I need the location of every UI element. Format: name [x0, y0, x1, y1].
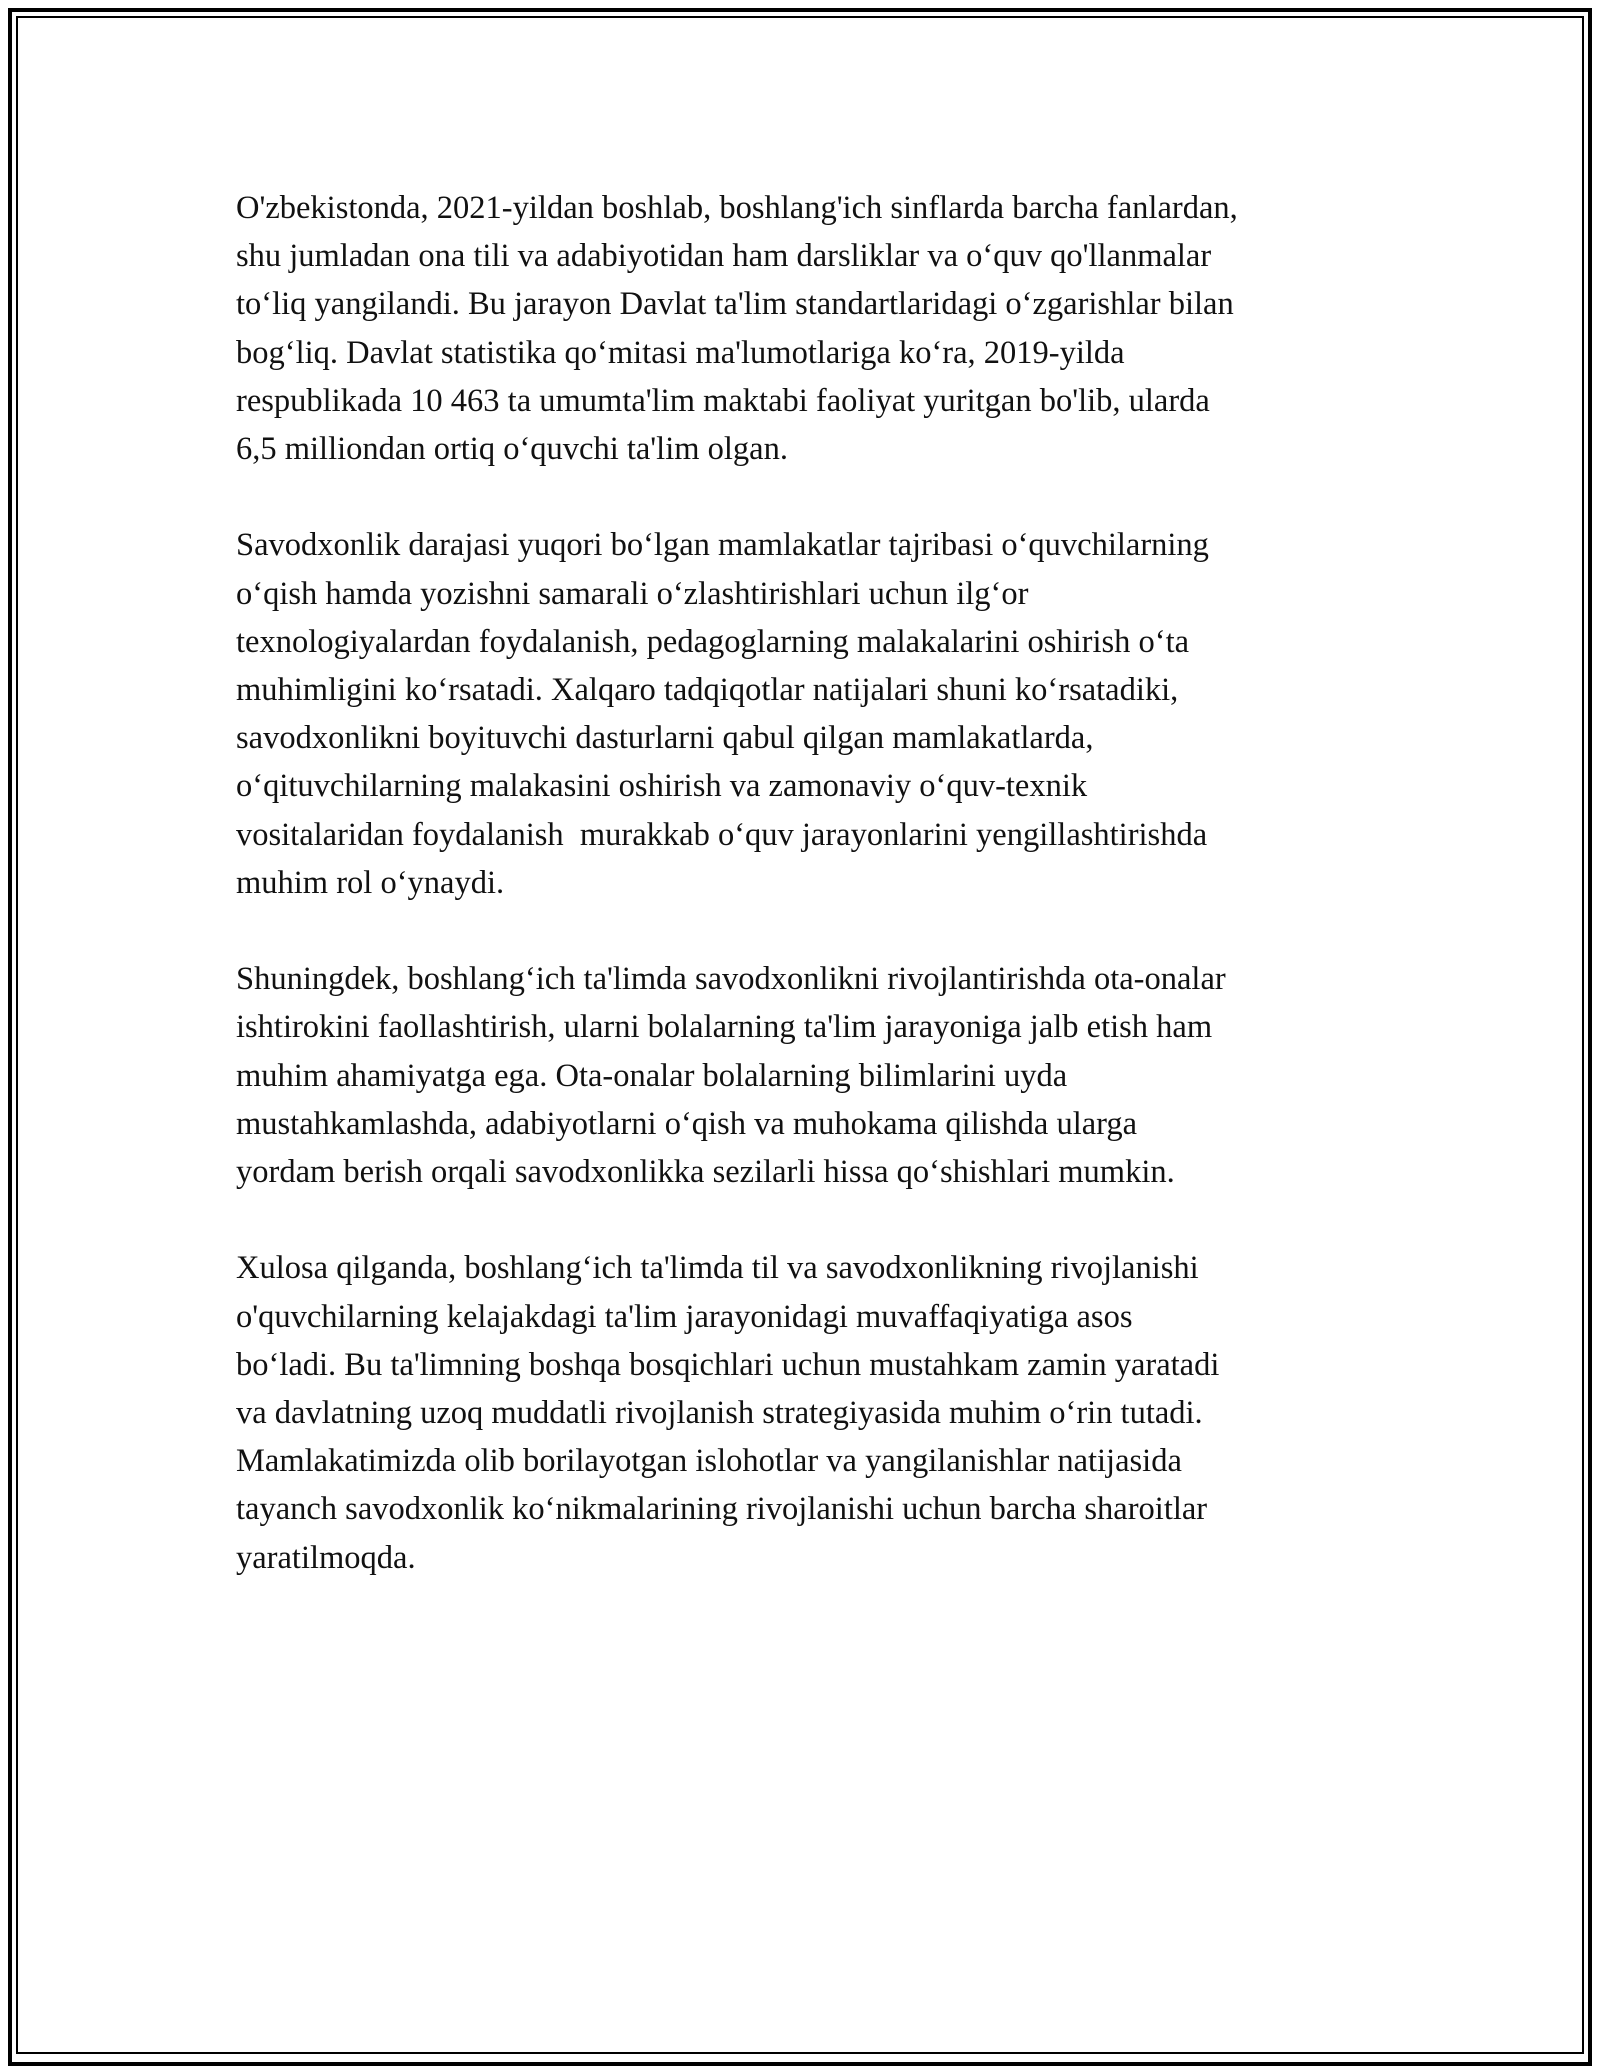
text-line: respublikada 10 463 ta umumta'lim maktabi faoliyat yuritgan bo'lib, ularda: [236, 382, 1210, 419]
paragraph-4: [236, 1244, 1406, 1581]
text-line: bog‘liq. Davlat statistika qo‘mitasi ma'lumotlariga ko‘ra, 2019-yilda: [236, 334, 1125, 371]
text-line: o'quvchilarning kelajakdagi ta'lim jarayonidagi muvaffaqiyatiga asos: [236, 1298, 1133, 1335]
text-line: 6,5 milliondan ortiq o‘quvchi ta'lim olgan.: [236, 431, 788, 468]
text-line: mustahkamlashda, adabiyotlarni o‘qish va muhokama qilishda ularga: [236, 1105, 1138, 1142]
text-line: muhimligini ko‘rsatadi. Xalqaro tadqiqotlar natijalari shuni ko‘rsatadiki,: [236, 672, 1179, 709]
text-line: o‘qish hamda yozishni samarali o‘zlashtirishlari uchun ilg‘or: [236, 575, 1029, 612]
text-line: tayanch savodxonlik ko‘nikmalarining rivojlanishi uchun barcha sharoitlar: [236, 1491, 1208, 1528]
text-line: texnologiyalardan foydalanish, pedagoglarning malakalarini oshirish o‘ta: [236, 623, 1190, 660]
document-body: [236, 184, 1406, 1630]
paragraph-2: [236, 521, 1406, 907]
paragraph-1: [236, 184, 1406, 473]
text-line: muhim ahamiyatga ega. Ota-onalar bolalarning bilimlarini uyda: [236, 1057, 1068, 1094]
text-line: muhim rol o‘ynaydi.: [236, 864, 505, 901]
text-line: yordam berish orqali savodxonlikka sezilarli hissa qo‘shishlari mumkin.: [236, 1154, 1175, 1191]
text-line: Shuningdek, boshlang‘ich ta'limda savodxonlikni rivojlantirishda ota-onalar: [236, 961, 1226, 998]
paragraph-3: [236, 955, 1406, 1196]
text-line: shu jumladan ona tili va adabiyotidan ham darsliklar va o‘quv qo'llanmalar: [236, 238, 1212, 275]
text-line: Xulosa qilganda, boshlang‘ich ta'limda til va savodxonlikning rivojlanishi: [236, 1250, 1199, 1287]
text-line: to‘liq yangilandi. Bu jarayon Davlat ta'lim standartlaridagi o‘zgarishlar bilan: [236, 286, 1234, 323]
text-line: va davlatning uzoq muddatli rivojlanish strategiyasida muhim o‘rin tutadi.: [236, 1395, 1203, 1432]
text-line: vositalaridan foydalanish murakkab o‘quv jarayonlarini yengillashtirishda: [236, 816, 1208, 853]
text-line: O'zbekistonda, 2021-yildan boshlab, boshlang'ich sinflarda barcha fanlardan,: [236, 190, 1238, 226]
text-line: Mamlakatimizda olib borilayotgan islohotlar va yangilanishlar natijasida: [236, 1443, 1182, 1480]
text-line: o‘qituvchilarning malakasini oshirish va zamonaviy o‘quv-texnik: [236, 768, 1088, 805]
text-line: ishtirokini faollashtirish, ularni bolalarning ta'lim jarayoniga jalb etish ham: [236, 1009, 1213, 1046]
text-line: yaratilmoqda.: [236, 1539, 416, 1576]
text-line: Savodxonlik darajasi yuqori bo‘lgan mamlakatlar tajribasi o‘quvchilarning: [236, 527, 1209, 564]
text-line: bo‘ladi. Bu ta'limning boshqa bosqichlari uchun mustahkam zamin yaratadi: [236, 1346, 1220, 1383]
text-line: savodxonlikni boyituvchi dasturlarni qabul qilgan mamlakatlarda,: [236, 720, 1094, 757]
